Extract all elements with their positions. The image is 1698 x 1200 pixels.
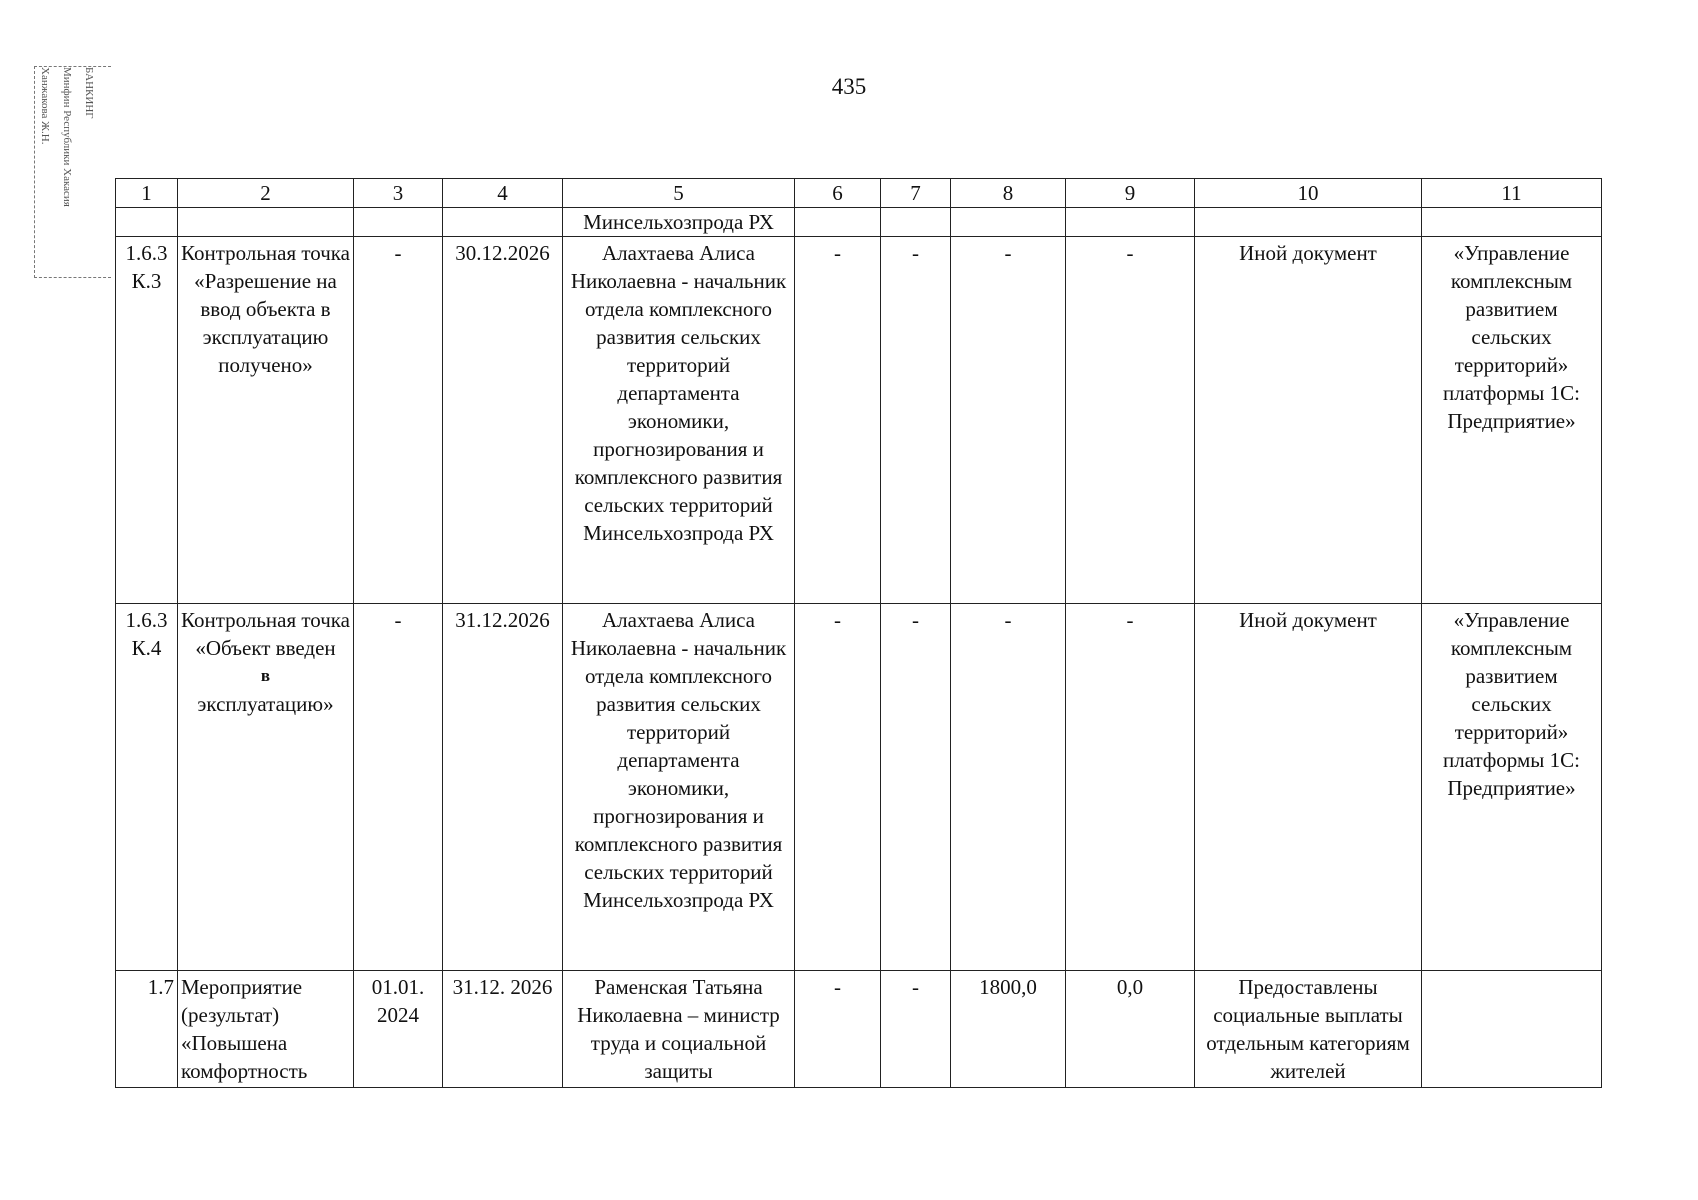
name-text: в	[260, 666, 271, 685]
value-cell: -	[795, 604, 881, 971]
value-cell: -	[951, 237, 1066, 604]
value-cell: -	[881, 971, 951, 1088]
value-cell: -	[1066, 604, 1195, 971]
column-number: 4	[443, 179, 563, 208]
column-number-row	[116, 179, 1602, 208]
column-number: 5	[563, 179, 795, 208]
document-type-cell: Иной документ	[1195, 237, 1422, 604]
table-row-continuation	[116, 208, 1602, 237]
system-cell: «Управление комплексным развитием сельских территорий» платформы 1С: Предприятие»	[1422, 604, 1602, 971]
value-cell: -	[795, 237, 881, 604]
name-cell: Контрольная точка «Разрешение на ввод объекта в эксплуатацию получено»	[178, 237, 354, 604]
column-number: 10	[1195, 179, 1422, 208]
table-row	[116, 604, 1602, 971]
value-cell: -	[951, 604, 1066, 971]
page-number: 435	[831, 74, 867, 99]
side-stamp-line: Ханжакова Ж.Н.	[39, 67, 51, 145]
value-cell: -	[1066, 237, 1195, 604]
column-number: 6	[795, 179, 881, 208]
end-date-cell: 31.12. 2026	[443, 971, 563, 1088]
responsible-cell: Раменская Татьяна Николаевна – министр труда и социальной защиты	[563, 971, 795, 1088]
side-stamp-line: БАНКИНГ	[83, 67, 95, 119]
row-number-cell: 1.7	[116, 971, 178, 1088]
value-cell: 0,0	[1066, 971, 1195, 1088]
column-number: 8	[951, 179, 1066, 208]
value-cell: -	[795, 971, 881, 1088]
name-text: эксплуатацию»	[197, 692, 334, 716]
responsible-cell: Алахтаева Алиса Николаевна - начальник отдела комплексного развития сельских территорий департамента экономики, прогнозирования и комплексного развития сельских территорий Минсельхозпрода РХ	[563, 237, 795, 604]
end-date-cell: 30.12.2026	[443, 237, 563, 604]
column-number: 3	[354, 179, 443, 208]
start-date-cell: -	[354, 237, 443, 604]
column-number: 1	[116, 179, 178, 208]
value-cell: -	[881, 237, 951, 604]
responsible-cell: Алахтаева Алиса Николаевна - начальник отдела комплексного развития сельских территорий департамента экономики, прогнозирования и комплексного развития сельских территорий Минсельхозпрода РХ	[563, 604, 795, 971]
name-text: Контрольная точка «Объект введен	[181, 608, 351, 660]
document-table	[115, 178, 1602, 1088]
document-type-cell: Предоставлены социальные выплаты отдельным категориям жителей	[1195, 971, 1422, 1088]
system-cell	[1422, 971, 1602, 1088]
column-number: 2	[178, 179, 354, 208]
table-row	[116, 971, 1602, 1088]
value-cell: -	[881, 604, 951, 971]
column-number: 7	[881, 179, 951, 208]
document-type-cell: Иной документ	[1195, 604, 1422, 971]
name-cell	[178, 604, 354, 971]
start-date-cell: -	[354, 604, 443, 971]
side-stamp-line: Минфин Республики Хакасия	[61, 67, 73, 207]
row-number-cell: 1.6.3 К.4	[116, 604, 178, 971]
table-row	[116, 237, 1602, 604]
value-cell: 1800,0	[951, 971, 1066, 1088]
responsible-cell: Минсельхозпрода РХ	[563, 208, 795, 237]
column-number: 11	[1422, 179, 1602, 208]
name-cell: Мероприятие (результат) «Повышена комфортность	[178, 971, 354, 1088]
end-date-cell: 31.12.2026	[443, 604, 563, 971]
row-number-cell: 1.6.3 К.3	[116, 237, 178, 604]
column-number: 9	[1066, 179, 1195, 208]
start-date-cell: 01.01. 2024	[354, 971, 443, 1088]
system-cell: «Управление комплексным развитием сельских территорий» платформы 1С: Предприятие»	[1422, 237, 1602, 604]
